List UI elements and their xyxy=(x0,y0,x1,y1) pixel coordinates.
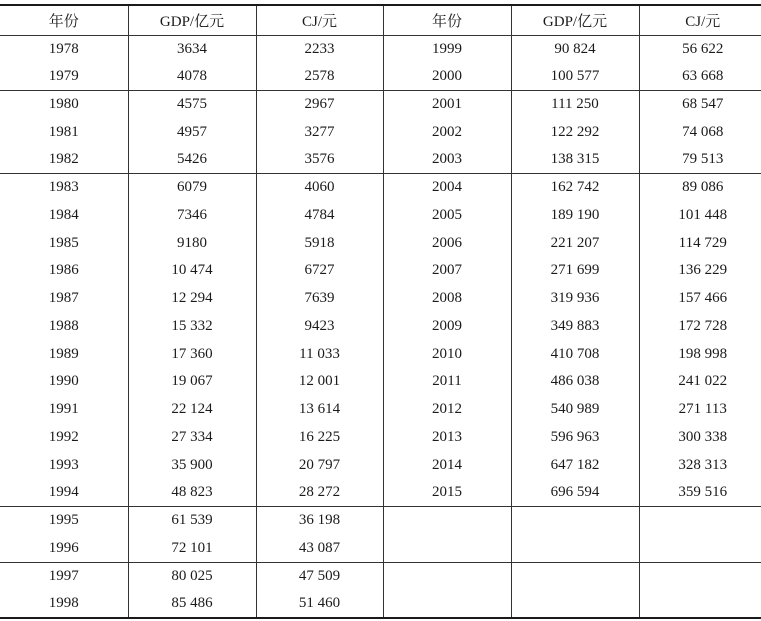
cell-cj-right: 328 313 xyxy=(678,456,728,473)
cell-cj-left: 3277 xyxy=(256,118,383,146)
cell-gdp-right: 90 824 xyxy=(511,35,639,63)
cell-gdp-right: 221 207 xyxy=(511,229,639,257)
cell-year-left: 1994 xyxy=(0,479,128,507)
cell-cj-left: 2233 xyxy=(256,35,383,63)
data-table xyxy=(0,4,761,619)
cell-cj-left: 12 001 xyxy=(256,368,383,396)
cell-cj-right xyxy=(639,507,761,535)
cell-gdp-left: 6079 xyxy=(128,174,256,202)
cell-gdp-right: 271 699 xyxy=(511,257,639,285)
cell-year-left: 1986 xyxy=(0,257,128,285)
cell-year-right xyxy=(383,590,511,618)
cell-cj-right xyxy=(639,562,761,590)
cell-year-right: 2011 xyxy=(383,368,511,396)
cell-year-left: 1996 xyxy=(0,535,128,563)
cell-gdp-right: 100 577 xyxy=(511,63,639,91)
cell-year-right: 2013 xyxy=(383,424,511,452)
table-row xyxy=(0,91,761,119)
cell-cj-right: 300 338 xyxy=(678,428,728,445)
cell-year-left: 1978 xyxy=(0,35,128,63)
cell-gdp-right: 486 038 xyxy=(511,368,639,396)
cell-gdp-left: 4957 xyxy=(128,118,256,146)
cell-gdp-left: 80 025 xyxy=(128,562,256,590)
table-row xyxy=(0,63,761,91)
cell-cj-right: 114 729 xyxy=(678,234,727,251)
cell-cj-right: 101 448 xyxy=(678,206,728,223)
table-row xyxy=(0,590,761,618)
cell-gdp-left: 48 823 xyxy=(128,479,256,507)
cell-cj-left: 13 614 xyxy=(256,396,383,424)
cell-year-right: 2001 xyxy=(383,91,511,119)
cell-cj-right: 63 668 xyxy=(682,67,724,84)
cell-year-right: 2000 xyxy=(383,63,511,91)
cell-gdp-left: 15 332 xyxy=(128,313,256,341)
cell-gdp-left: 35 900 xyxy=(128,451,256,479)
cell-gdp-right: 162 742 xyxy=(511,174,639,202)
table-row xyxy=(0,202,761,230)
table-row xyxy=(0,35,761,63)
table-row xyxy=(0,174,761,202)
header-gdp-left: GDP/亿元 xyxy=(128,5,256,35)
cell-gdp-right: 138 315 xyxy=(511,146,639,174)
cell-gdp-right: 122 292 xyxy=(511,118,639,146)
cell-cj-left: 2967 xyxy=(256,91,383,119)
cell-cj-left: 3576 xyxy=(256,146,383,174)
header-year-right: 年份 xyxy=(383,5,511,35)
cell-gdp-right: 410 708 xyxy=(511,340,639,368)
cell-cj-right xyxy=(639,535,761,563)
cell-year-right: 2003 xyxy=(383,146,511,174)
cell-year-right: 2015 xyxy=(383,479,511,507)
cell-year-left: 1998 xyxy=(0,590,128,618)
cell-gdp-right xyxy=(511,507,639,535)
cell-cj-right: 359 516 xyxy=(678,484,728,501)
cell-cj-left: 4784 xyxy=(256,202,383,230)
cell-year-left: 1992 xyxy=(0,424,128,452)
cell-year-left: 1993 xyxy=(0,451,128,479)
table-row xyxy=(0,285,761,313)
cell-year-right: 2006 xyxy=(383,229,511,257)
cell-year-left: 1982 xyxy=(0,146,128,174)
table-row xyxy=(0,118,761,146)
cell-cj-left: 47 509 xyxy=(256,562,383,590)
cell-year-left: 1983 xyxy=(0,174,128,202)
cell-cj-left: 51 460 xyxy=(256,590,383,618)
cell-cj-left: 43 087 xyxy=(256,535,383,563)
cell-cj-left: 11 033 xyxy=(256,340,383,368)
table-row xyxy=(0,535,761,563)
cell-year-right xyxy=(383,562,511,590)
cell-gdp-left: 22 124 xyxy=(128,396,256,424)
table-row xyxy=(0,507,761,535)
table-body xyxy=(0,35,761,618)
cell-gdp-left: 3634 xyxy=(128,35,256,63)
cell-cj-left: 6727 xyxy=(256,257,383,285)
cell-cj-right: 172 728 xyxy=(678,317,728,334)
table-row xyxy=(0,368,761,396)
cell-gdp-right: 111 250 xyxy=(511,91,639,119)
cell-year-right: 2002 xyxy=(383,118,511,146)
table-row xyxy=(0,313,761,341)
cell-gdp-right: 540 989 xyxy=(511,396,639,424)
cell-cj-left: 28 272 xyxy=(256,479,383,507)
cell-gdp-left: 85 486 xyxy=(128,590,256,618)
cell-cj-right: 79 513 xyxy=(682,151,724,168)
cell-cj-right: 74 068 xyxy=(682,123,724,140)
cell-cj-left: 7639 xyxy=(256,285,383,313)
cell-cj-left: 9423 xyxy=(256,313,383,341)
cell-year-right: 2009 xyxy=(383,313,511,341)
cell-gdp-left: 12 294 xyxy=(128,285,256,313)
cell-year-right: 2010 xyxy=(383,340,511,368)
cell-gdp-right: 696 594 xyxy=(511,479,639,507)
cell-cj-left: 4060 xyxy=(256,174,383,202)
cell-cj-right: 56 622 xyxy=(682,40,724,57)
header-gdp-right: GDP/亿元 xyxy=(511,5,639,35)
cell-cj-left: 36 198 xyxy=(256,507,383,535)
cell-year-right: 2012 xyxy=(383,396,511,424)
cell-cj-right: 198 998 xyxy=(678,345,728,362)
cell-year-left: 1979 xyxy=(0,63,128,91)
cell-gdp-left: 17 360 xyxy=(128,340,256,368)
cell-gdp-right xyxy=(511,535,639,563)
table-row xyxy=(0,424,761,452)
cell-year-right: 2005 xyxy=(383,202,511,230)
cell-gdp-left: 61 539 xyxy=(128,507,256,535)
cell-year-left: 1997 xyxy=(0,562,128,590)
cell-gdp-right xyxy=(511,562,639,590)
cell-gdp-left: 4575 xyxy=(128,91,256,119)
cell-gdp-right: 647 182 xyxy=(511,451,639,479)
cell-gdp-left: 4078 xyxy=(128,63,256,91)
cell-year-left: 1988 xyxy=(0,313,128,341)
cell-year-right: 2008 xyxy=(383,285,511,313)
table-row xyxy=(0,562,761,590)
cell-gdp-right: 349 883 xyxy=(511,313,639,341)
cell-cj-left: 16 225 xyxy=(256,424,383,452)
cell-gdp-right xyxy=(511,590,639,618)
cell-year-right xyxy=(383,535,511,563)
cell-cj-right xyxy=(639,590,761,618)
header-year-left: 年份 xyxy=(0,5,128,35)
cell-gdp-left: 5426 xyxy=(128,146,256,174)
cell-year-left: 1981 xyxy=(0,118,128,146)
cell-year-right xyxy=(383,507,511,535)
header-cj-left: CJ/元 xyxy=(256,5,383,35)
cell-gdp-left: 7346 xyxy=(128,202,256,230)
cell-gdp-right: 596 963 xyxy=(511,424,639,452)
cell-cj-left: 5918 xyxy=(256,229,383,257)
cell-gdp-left: 72 101 xyxy=(128,535,256,563)
cell-year-right: 1999 xyxy=(383,35,511,63)
cell-cj-right: 89 086 xyxy=(682,179,724,196)
cell-year-left: 1989 xyxy=(0,340,128,368)
cell-cj-right: 157 466 xyxy=(678,290,728,307)
cell-year-left: 1987 xyxy=(0,285,128,313)
cell-cj-right: 241 022 xyxy=(678,373,728,390)
cell-gdp-left: 10 474 xyxy=(128,257,256,285)
cell-cj-right: 68 547 xyxy=(682,96,724,113)
cell-gdp-left: 27 334 xyxy=(128,424,256,452)
cell-year-right: 2004 xyxy=(383,174,511,202)
cell-cj-left: 2578 xyxy=(256,63,383,91)
header-row xyxy=(0,5,761,35)
table-row xyxy=(0,257,761,285)
cell-year-left: 1995 xyxy=(0,507,128,535)
cell-cj-left: 20 797 xyxy=(256,451,383,479)
cell-year-right: 2007 xyxy=(383,257,511,285)
cell-year-left: 1984 xyxy=(0,202,128,230)
table-row xyxy=(0,479,761,507)
cell-gdp-right: 319 936 xyxy=(511,285,639,313)
header-cj-right: CJ/元 xyxy=(685,13,721,30)
table-row xyxy=(0,396,761,424)
cell-gdp-right: 189 190 xyxy=(511,202,639,230)
table-row xyxy=(0,146,761,174)
cell-year-left: 1980 xyxy=(0,91,128,119)
cell-cj-right: 271 113 xyxy=(678,401,727,418)
cell-year-right: 2014 xyxy=(383,451,511,479)
cell-year-left: 1990 xyxy=(0,368,128,396)
table-row xyxy=(0,451,761,479)
table-row xyxy=(0,340,761,368)
cell-year-left: 1985 xyxy=(0,229,128,257)
cell-year-left: 1991 xyxy=(0,396,128,424)
cell-gdp-left: 19 067 xyxy=(128,368,256,396)
cell-gdp-left: 9180 xyxy=(128,229,256,257)
cell-cj-right: 136 229 xyxy=(678,262,728,279)
table-row xyxy=(0,229,761,257)
